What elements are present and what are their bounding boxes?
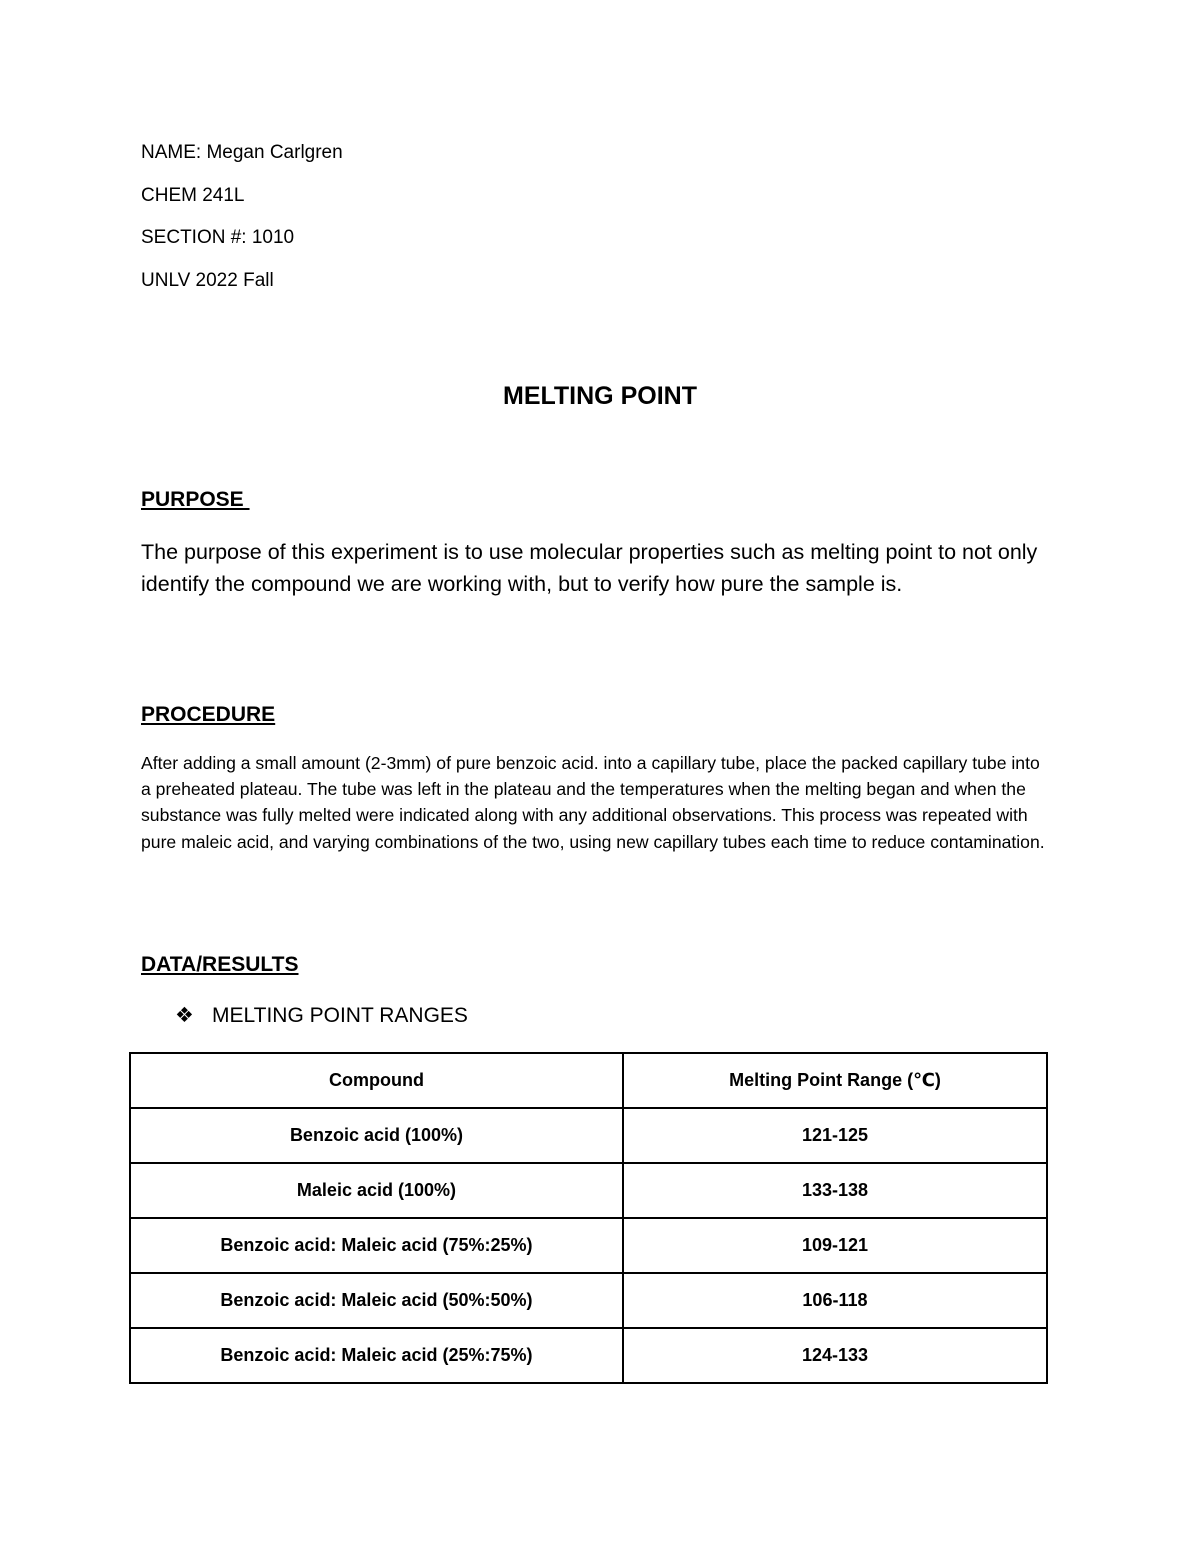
table-row	[130, 1163, 1047, 1218]
table-row	[130, 1273, 1047, 1328]
procedure-heading: PROCEDURE	[141, 703, 276, 726]
range-cell: 121-125	[623, 1108, 1047, 1163]
compound-cell: Benzoic acid: Maleic acid (50%:50%)	[130, 1273, 623, 1328]
range-cell: 124-133	[623, 1328, 1047, 1383]
compound-cell: Benzoic acid (100%)	[130, 1108, 623, 1163]
range-cell: 133-138	[623, 1163, 1047, 1218]
melting-point-table	[129, 1052, 1048, 1384]
table-row	[130, 1218, 1047, 1273]
table-row	[130, 1108, 1047, 1163]
section-number: SECTION #: 1010	[141, 227, 295, 248]
subheading-label: MELTING POINT RANGES	[212, 1004, 468, 1027]
course-code: CHEM 241L	[141, 185, 245, 206]
term: UNLV 2022 Fall	[141, 270, 274, 291]
compound-cell: Benzoic acid: Maleic acid (75%:25%)	[130, 1218, 623, 1273]
data-results-heading: DATA/RESULTS	[141, 953, 299, 976]
table-header-row	[130, 1053, 1047, 1108]
column-header-melting-point-range: Melting Point Range (℃)	[623, 1053, 1047, 1108]
column-header-compound: Compound	[130, 1053, 623, 1108]
table-row	[130, 1328, 1047, 1383]
student-name: NAME: Megan Carlgren	[141, 142, 343, 163]
purpose-heading: PURPOSE	[141, 488, 250, 511]
melting-point-ranges-subheading	[175, 1002, 468, 1030]
procedure-text: After adding a small amount (2-3mm) of pure benzoic acid. into a capillary tube, place the packed capillary tube into a preheated plateau. The tube was left in the plateau and the temperatures when the melting began and when the substance was fully melted were indicated along with any additional observations. This process was repeated with pure maleic acid, and varying combinations of the two, using new capillary tubes each time to reduce contamination.	[141, 753, 1045, 852]
purpose-text: The purpose of this experiment is to use molecular properties such as melting point to not only identify the compound we are working with, but to verify how pure the sample is.	[141, 540, 1038, 596]
compound-cell: Maleic acid (100%)	[130, 1163, 623, 1218]
range-cell: 106-118	[623, 1273, 1047, 1328]
range-cell: 109-121	[623, 1218, 1047, 1273]
diamond-bullet-icon: ❖	[175, 1004, 194, 1027]
document-title: MELTING POINT	[503, 382, 697, 410]
compound-cell: Benzoic acid: Maleic acid (25%:75%)	[130, 1328, 623, 1383]
